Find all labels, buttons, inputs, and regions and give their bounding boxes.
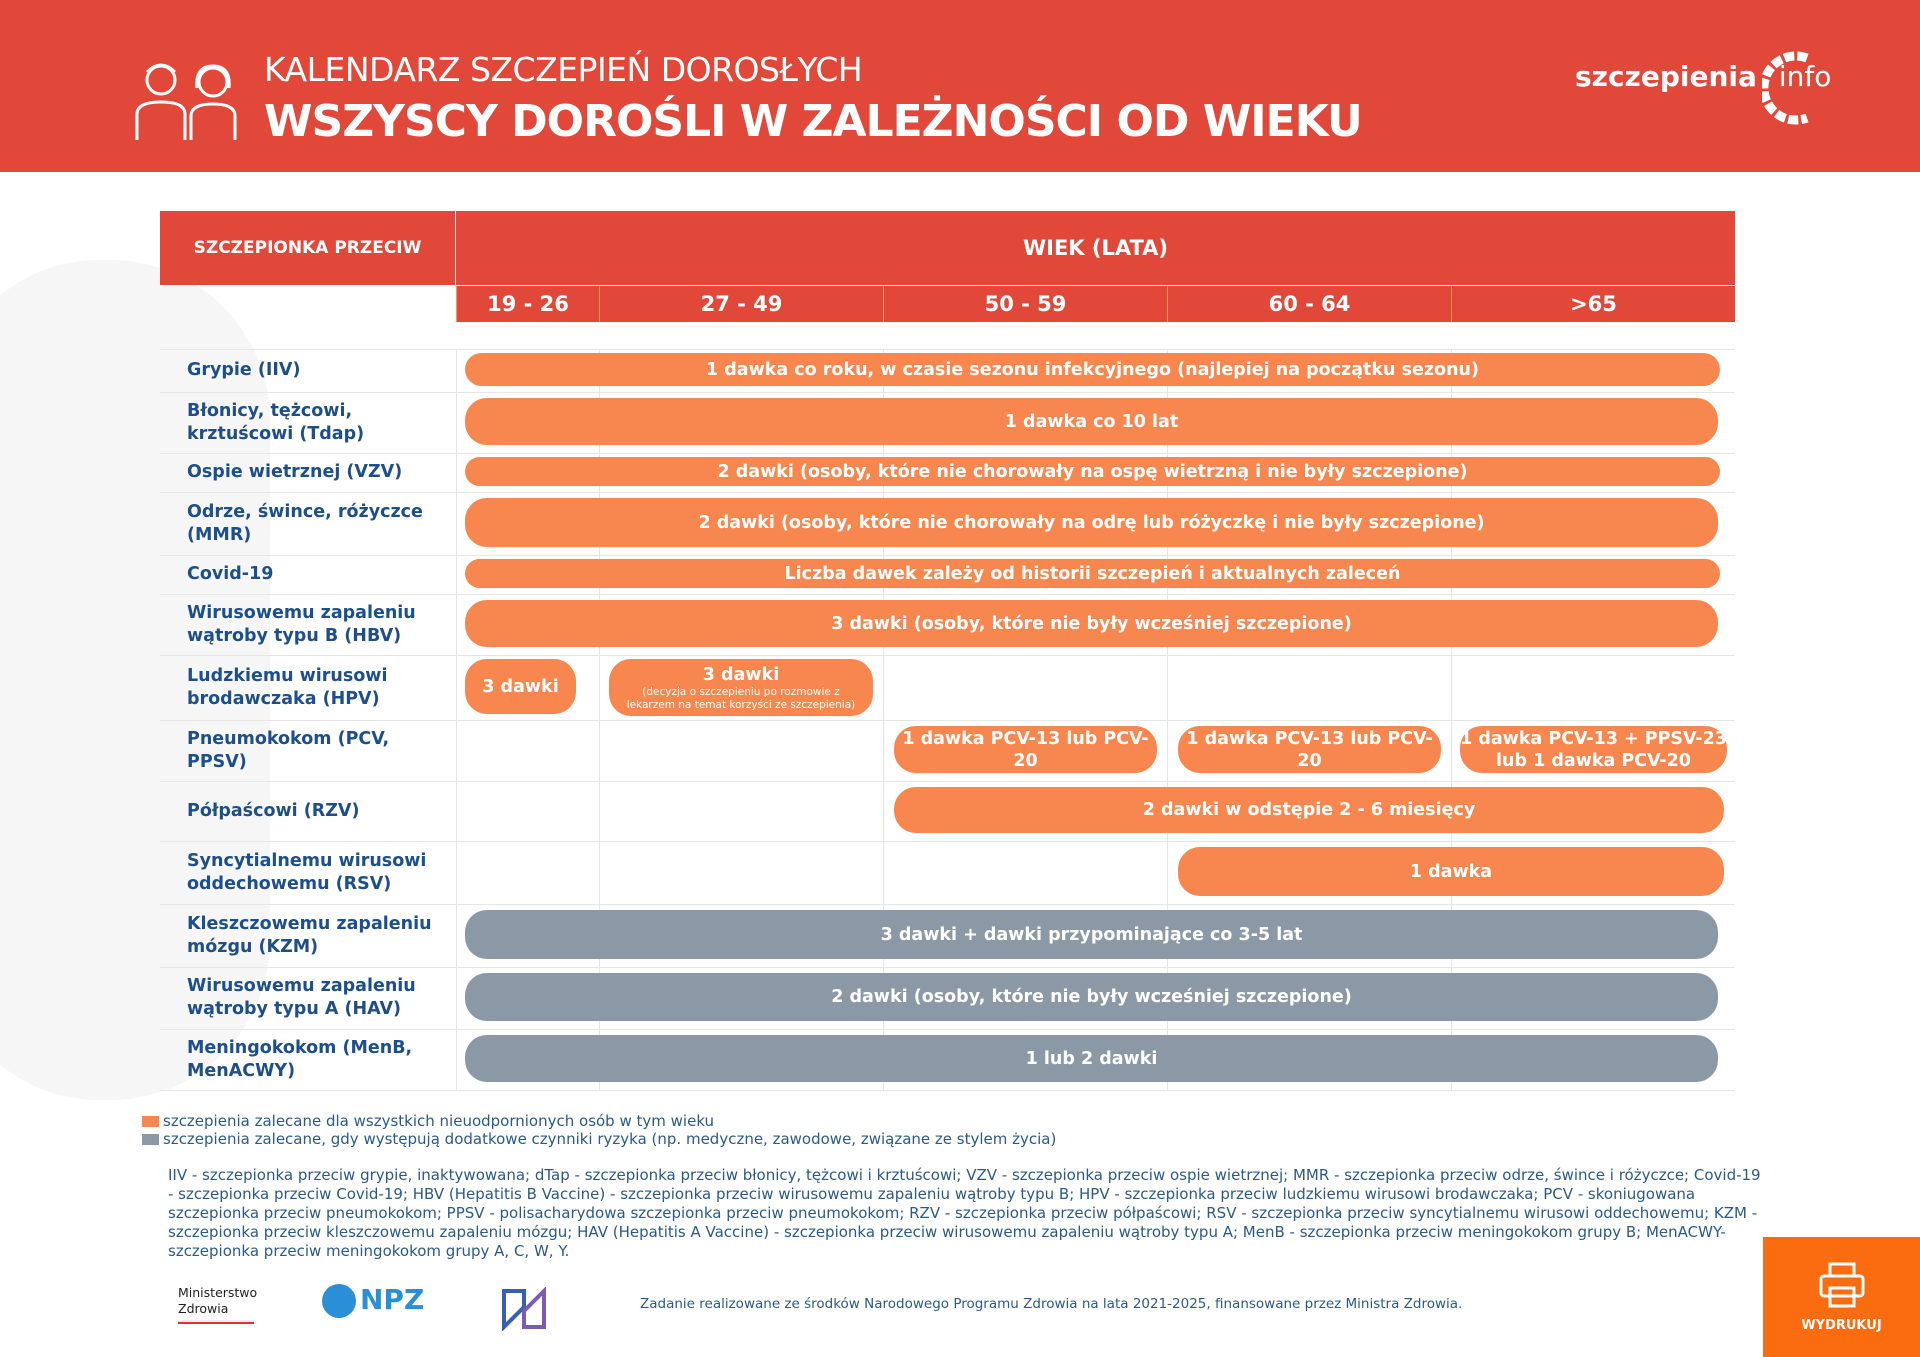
table-bottom-border: [160, 1090, 1735, 1091]
vaccine-label: Wirusowemu zapaleniu wątroby typu B (HBV): [187, 602, 416, 646]
dose-text: Liczba dawek zależy od historii szczepień i aktualnych zaleceń: [784, 563, 1401, 584]
column-divider: [599, 655, 600, 720]
dose-bar: [465, 1035, 1718, 1082]
column-header-age: WIEK (LATA): [456, 211, 1735, 285]
column-divider: [883, 841, 884, 904]
npz-logo: NPZ: [322, 1283, 424, 1318]
column-divider: [456, 781, 457, 841]
print-button[interactable]: WYDRUKUJ: [1763, 1237, 1920, 1357]
column-header-vaccine: SZCZEPIONKA PRZECIW: [160, 211, 455, 285]
vaccine-label: Meningokokom (MenB, MenACWY): [187, 1037, 413, 1081]
dose-bar: [1178, 847, 1724, 896]
legend-gray: szczepienia zalecane, gdy występują dodatkowe czynniki ryzyka (np. medyczne, zawodowe, związane ze stylem życia): [142, 1130, 1056, 1148]
dose-bar: [609, 659, 873, 716]
column-divider: [456, 453, 457, 492]
dose-text: 1 dawka PCV-13 + PPSV-23 lub 1 dawka PCV-20: [1460, 728, 1727, 771]
dose-bar: [1460, 726, 1727, 773]
column-divider: [1451, 720, 1452, 781]
printer-icon: [1818, 1262, 1866, 1308]
ministry-logo: Ministerstwo Zdrowia: [178, 1285, 258, 1316]
age-header: 19 - 26: [456, 286, 599, 322]
dose-bar: [1178, 726, 1441, 773]
adults-icon: [133, 58, 243, 140]
column-divider: [456, 841, 457, 904]
column-divider: [1167, 720, 1168, 781]
legend-swatch-gray: [142, 1134, 159, 1145]
vaccine-label: Błonicy, tężcowi, krztuścowi (Tdap): [187, 400, 365, 444]
age-header: 50 - 59: [883, 286, 1167, 322]
dose-text: 3 dawki + dawki przypominające co 3-5 lat: [880, 924, 1303, 945]
column-divider: [599, 781, 600, 841]
dose-bar: [894, 787, 1724, 833]
dose-text: 1 dawka PCV-13 lub PCV-20: [1186, 728, 1433, 771]
dose-text: 2 dawki (osoby, które nie chorowały na ospę wietrzną i nie były szczepione): [717, 461, 1468, 482]
vaccine-label: Grypie (IIV): [187, 360, 301, 380]
dose-bar: [465, 353, 1720, 386]
vaccine-label: Odrze, śwince, różyczce (MMR): [187, 501, 423, 545]
funding-note: Zadanie realizowane ze środków Narodowego Programu Zdrowia na lata 2021-2025, finansowane przez Ministra Zdrowia.: [640, 1296, 1463, 1312]
vaccine-label: Kleszczowemu zapaleniu mózgu (KZM): [187, 913, 432, 957]
vaccine-label: Pneumokokom (PCV, PPSV): [187, 728, 390, 772]
dose-text: 1 dawka: [1409, 861, 1493, 882]
vaccine-label: Ospie wietrznej (VZV): [187, 462, 403, 482]
column-divider: [1167, 655, 1168, 720]
dose-text: 1 lub 2 dawki: [1025, 1048, 1158, 1069]
dose-text: 1 dawka PCV-13 lub PCV-20: [902, 728, 1149, 771]
dose-bar: [465, 457, 1720, 486]
column-divider: [456, 555, 457, 594]
dose-text: 1 dawka co roku, w czasie sezonu infekcyjnego (najlepiej na początku sezonu): [706, 359, 1479, 380]
dose-text: 3 dawki: [702, 664, 780, 685]
vaccine-label: Wirusowemu zapaleniu wątroby typu A (HAV): [187, 976, 416, 1019]
dose-text: 1 dawka co 10 lat: [1004, 411, 1179, 432]
dose-text: 3 dawki: [482, 676, 559, 697]
legend-orange: szczepienia zalecane dla wszystkich nieuodpornionych osób w tym wieku: [142, 1112, 714, 1130]
column-divider: [456, 392, 457, 453]
dose-bar: [465, 600, 1718, 647]
dose-text: 2 dawki (osoby, które nie były wcześniej szczepione): [831, 987, 1352, 1007]
column-divider: [456, 1029, 457, 1090]
column-divider: [456, 594, 457, 655]
page-title: WSZYSCY DOROŚLI W ZALEŻNOŚCI OD WIEKU: [264, 96, 1362, 147]
column-divider: [883, 655, 884, 720]
ministry-flag: [178, 1320, 254, 1324]
dose-bar: [465, 973, 1718, 1021]
column-divider: [456, 904, 457, 967]
age-header: >65: [1451, 286, 1735, 322]
column-divider: [456, 967, 457, 1029]
column-divider: [599, 841, 600, 904]
dose-bar: [465, 498, 1718, 547]
vaccine-label: Ludzkiemu wirusowi brodawczaka (HPV): [187, 665, 388, 709]
column-divider: [456, 720, 457, 781]
abbreviations-text: IIV - szczepionka przeciw grypie, inaktywowana; dTap - szczepionka przeciw błonicy, tężcowi i krztuścowi; VZV - szczepionka przeciw ospie wietrznej; MMR - szczepionka przeciw odrze, śwince i różyczce; Covid-19 - szczepionka przeciw Covid-19; HBV (Hepatitis B Vaccine) - szczepionka przeciw wirusowemu zapaleniu wątroby typu B; HPV - szczepionka przeciw ludzkiemu wirusowi brodawczaka; PCV - skoniugowana szczepionka przeciw pneumokokom; PPSV - polisacharydowa szczepionka przeciw pneumokokom; RZV - szczepionka przeciw półpaścowi; RSV - szczepionka przeciw syncytialnemu wirusowi oddechowemu; KZM - szczepionka przeciw kleszczowemu zapaleniu mózgu; HAV (Hepatitis A Vaccine) - szczepionka przeciw wirusowemu zapaleniu wątroby typu A; MenB - szczepionka przeciw meningokokom grupy B; MenACWY- szczepionka przeciw meningokokom grupy A, C, W, Y.: [168, 1166, 1761, 1260]
column-divider: [599, 720, 600, 781]
vaccine-label: Syncytialnemu wirusowi oddechowemu (RSV): [187, 850, 427, 894]
column-divider: [883, 781, 884, 841]
column-divider: [456, 349, 457, 392]
dose-bar: [465, 559, 1720, 588]
vaccine-label: Półpaścowi (RZV): [187, 800, 360, 821]
title-line1: KALENDARZ SZCZEPIEŃ DOROSŁYCH: [264, 50, 863, 89]
dose-note: (decyzja o szczepieniu po rozmowie z lekarzem na temat korzyści ze szczepienia): [626, 685, 856, 711]
column-divider: [1451, 655, 1452, 720]
column-divider: [1167, 841, 1168, 904]
column-divider: [883, 720, 884, 781]
logo-ring-icon: [1762, 50, 1812, 126]
szczepienia-info-logo[interactable]: szczepienia info: [1575, 60, 1832, 93]
header-banner: [0, 0, 1920, 172]
dose-bar: [465, 910, 1718, 959]
dose-text: 2 dawki (osoby, które nie chorowały na odrę lub różyczkę i nie były szczepione): [698, 512, 1485, 533]
dose-bar: [465, 398, 1718, 445]
age-header: 27 - 49: [599, 286, 883, 322]
dose-bar: [465, 659, 576, 714]
column-divider: [456, 492, 457, 555]
dose-text: 2 dawki w odstępie 2 - 6 miesięcy: [1142, 800, 1476, 820]
dose-text: 3 dawki (osoby, które nie były wcześniej szczepione): [831, 613, 1352, 634]
vaccine-label: Covid-19: [187, 564, 274, 584]
legend-swatch-orange: [142, 1116, 159, 1127]
nizp-logo: [500, 1287, 548, 1331]
age-header: 60 - 64: [1167, 286, 1451, 322]
column-divider: [456, 655, 457, 720]
dose-bar: [894, 726, 1157, 773]
